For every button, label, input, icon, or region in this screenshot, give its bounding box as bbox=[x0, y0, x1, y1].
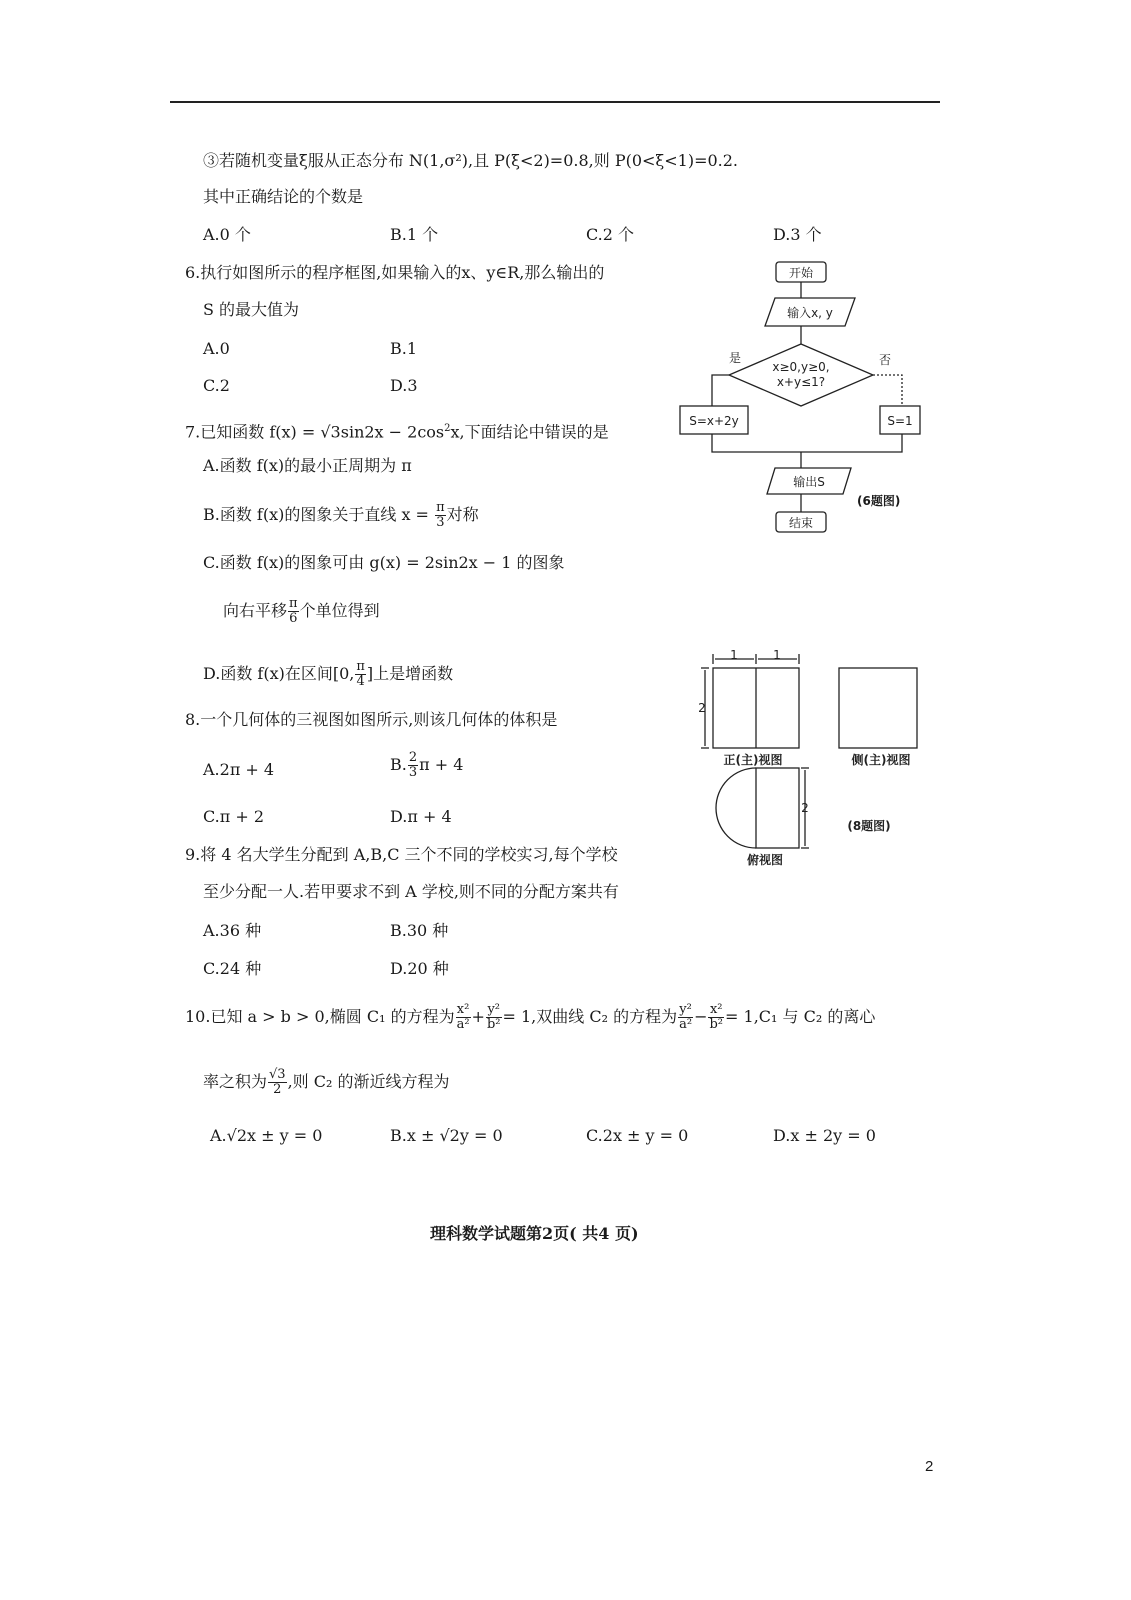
q10-fraction-4 bbox=[708, 1003, 724, 1032]
flow-left-assign-label: S=x+2y bbox=[689, 414, 739, 428]
front-view-label: 正(主)视图 bbox=[723, 753, 783, 767]
q10-ecc-numerator: √3 bbox=[269, 1067, 286, 1082]
side-view-label: 侧(主)视图 bbox=[851, 753, 911, 767]
front-dim-height: 2 bbox=[698, 701, 706, 715]
q10-option-d: D.x ± 2y = 0 bbox=[773, 1126, 876, 1145]
q7-b-numerator: π bbox=[436, 500, 445, 515]
q8-option-a: A.2π + 4 bbox=[203, 760, 275, 779]
q10-option-c: C.2x ± y = 0 bbox=[586, 1126, 689, 1145]
q10-stem-2 bbox=[203, 1068, 450, 1097]
q5-option-a: A.0 个 bbox=[203, 225, 251, 244]
q7-option-b-pre: B.函数 f(x)的图象关于直线 x = bbox=[203, 505, 429, 524]
q7-b-denominator: 3 bbox=[436, 515, 445, 530]
q9-option-b: B.30 种 bbox=[390, 921, 449, 940]
q7-stem-post: x,下面结论中错误的是 bbox=[450, 422, 609, 442]
q10-f4-denominator: b² bbox=[709, 1017, 724, 1032]
q8-option-b-post: π + 4 bbox=[419, 755, 464, 774]
page-footer-title: 理科数学试题第2页( 共4 页) bbox=[430, 1224, 639, 1243]
side-view-rect bbox=[839, 668, 917, 748]
q10-stem-1 bbox=[185, 1003, 875, 1032]
q6-stem-1: 6.执行如图所示的程序框图,如果输入的x、y∈R,那么输出的 bbox=[185, 263, 605, 282]
q10-fraction-3 bbox=[678, 1003, 693, 1032]
q6-figure-caption: (6题图) bbox=[857, 494, 901, 508]
q10-fraction-1 bbox=[456, 1003, 471, 1032]
q7-option-d-fraction bbox=[355, 660, 366, 689]
q9-stem-1: 9.将 4 名大学生分配到 A,B,C 三个不同的学校实习,每个学校 bbox=[185, 845, 618, 864]
q7-option-c-line-2 bbox=[223, 597, 380, 626]
top-view-semicircle bbox=[716, 768, 756, 848]
item3-question: 其中正确结论的个数是 bbox=[203, 187, 364, 206]
q7-c-denominator: 6 bbox=[289, 611, 298, 626]
flow-start-label: 开始 bbox=[788, 266, 814, 280]
q10-minus: − bbox=[694, 1007, 708, 1026]
q8-b-numerator: 2 bbox=[408, 750, 418, 765]
q10-fraction-2 bbox=[486, 1003, 502, 1032]
q10-ecc-denominator: 2 bbox=[273, 1082, 282, 1097]
q8-option-d: D.π + 4 bbox=[390, 807, 452, 826]
flow-yes-label: 是 bbox=[728, 351, 742, 365]
q10-f1-denominator: a² bbox=[456, 1017, 470, 1032]
q8-three-view-figure bbox=[695, 650, 935, 870]
q7-option-c-pre: 向右平移 bbox=[223, 601, 288, 620]
q10-option-a: A.√2x ± y = 0 bbox=[210, 1126, 323, 1145]
q7-option-c-line-1: C.函数 f(x)的图象可由 g(x) = 2sin2x − 1 的图象 bbox=[203, 553, 565, 572]
q9-option-a: A.36 种 bbox=[203, 921, 262, 940]
q10-plus: + bbox=[471, 1007, 485, 1026]
q10-f2-numerator: y² bbox=[487, 1002, 500, 1017]
q7-stem-pre: 7.已知函数 f(x) = √3sin2x − 2cos bbox=[185, 422, 445, 442]
q10-f1-numerator: x² bbox=[456, 1002, 470, 1017]
q8-option-b-fraction bbox=[408, 751, 418, 780]
flow-condition-line-1: x≥0,y≥0, bbox=[772, 360, 830, 374]
q6-option-c: C.2 bbox=[203, 376, 230, 395]
q7-option-b-post: 对称 bbox=[446, 505, 479, 524]
flow-input-label: 输入x, y bbox=[787, 306, 833, 320]
q10-f4-numerator: x² bbox=[709, 1002, 723, 1017]
q8-figure-caption: (8题图) bbox=[847, 819, 891, 833]
front-dim-1: 1 bbox=[730, 650, 738, 662]
q8-b-denominator: 3 bbox=[408, 765, 418, 780]
q7-c-numerator: π bbox=[289, 596, 298, 611]
q7-option-a: A.函数 f(x)的最小正周期为 π bbox=[203, 456, 412, 475]
flow-condition-line-2: x+y≤1? bbox=[776, 375, 826, 389]
q7-option-c-fraction bbox=[288, 597, 299, 626]
q9-stem-2: 至少分配一人.若甲要求不到 A 学校,则不同的分配方案共有 bbox=[203, 882, 619, 901]
item3-line: ③若随机变量ξ服从正态分布 N(1,σ²),且 P(ξ<2)=0.8,则 P(0<ξ<1)=0.2. bbox=[203, 151, 739, 170]
q7-option-d-post: ]上是增函数 bbox=[366, 664, 454, 683]
q6-option-d: D.3 bbox=[390, 376, 418, 395]
top-view-label: 俯视图 bbox=[746, 853, 784, 867]
q8-stem: 8.一个几何体的三视图如图所示,则该几何体的体积是 bbox=[185, 710, 558, 729]
q10-stem-part-1: 10.已知 a > b > 0,椭圆 C₁ 的方程为 bbox=[185, 1007, 455, 1026]
q10-stem-part-3: = 1,C₁ 与 C₂ 的离心 bbox=[725, 1007, 876, 1026]
q7-stem: 7.已知函数 $f(x) = √3\sin 2x - 2\cos^2x$,下面结论中错误的是 bbox=[185, 422, 609, 442]
flow-output-label: 输出S bbox=[793, 475, 825, 489]
q7-option-d bbox=[203, 660, 453, 689]
flow-end-label: 结束 bbox=[788, 516, 814, 530]
q7-d-numerator: π bbox=[356, 659, 365, 674]
q7-option-c-post: 个单位得到 bbox=[299, 601, 380, 620]
q7-option-b bbox=[203, 501, 479, 530]
q10-stem-2-post: ,则 C₂ 的渐近线方程为 bbox=[287, 1072, 450, 1091]
q8-option-c: C.π + 2 bbox=[203, 807, 265, 826]
q8-option-b-pre: B. bbox=[390, 755, 407, 774]
q5-option-d: D.3 个 bbox=[773, 225, 822, 244]
q10-f3-numerator: y² bbox=[679, 1002, 692, 1017]
q6-stem-2: S 的最大值为 bbox=[203, 300, 300, 319]
q10-stem-part-2: = 1,双曲线 C₂ 的方程为 bbox=[502, 1007, 678, 1026]
front-dim-2: 1 bbox=[773, 650, 781, 662]
q10-f2-denominator: b² bbox=[486, 1017, 501, 1032]
q5-option-c: C.2 个 bbox=[586, 225, 635, 244]
q9-option-d: D.20 种 bbox=[390, 959, 449, 978]
page-number: 2 bbox=[925, 1458, 934, 1475]
q7-d-denominator: 4 bbox=[356, 674, 365, 689]
q8-option-b bbox=[390, 751, 463, 780]
header-rule bbox=[170, 101, 940, 103]
top-view-rect bbox=[756, 768, 799, 848]
flow-no-label: 否 bbox=[878, 353, 892, 367]
q7-option-b-fraction bbox=[435, 501, 446, 530]
q10-stem-2-pre: 率之积为 bbox=[203, 1072, 268, 1091]
q6-option-b: B.1 bbox=[390, 339, 418, 358]
q10-eccentricity-fraction bbox=[268, 1068, 287, 1097]
top-dim-height: 2 bbox=[801, 801, 809, 815]
q10-f3-denominator: a² bbox=[679, 1017, 693, 1032]
q9-option-c: C.24 种 bbox=[203, 959, 262, 978]
q6-option-a: A.0 bbox=[203, 339, 230, 358]
q5-option-b: B.1 个 bbox=[390, 225, 439, 244]
flow-right-assign-label: S=1 bbox=[887, 414, 913, 428]
q7-option-d-pre: D.函数 f(x)在区间[0, bbox=[203, 664, 355, 683]
q10-option-b: B.x ± √2y = 0 bbox=[390, 1126, 503, 1145]
